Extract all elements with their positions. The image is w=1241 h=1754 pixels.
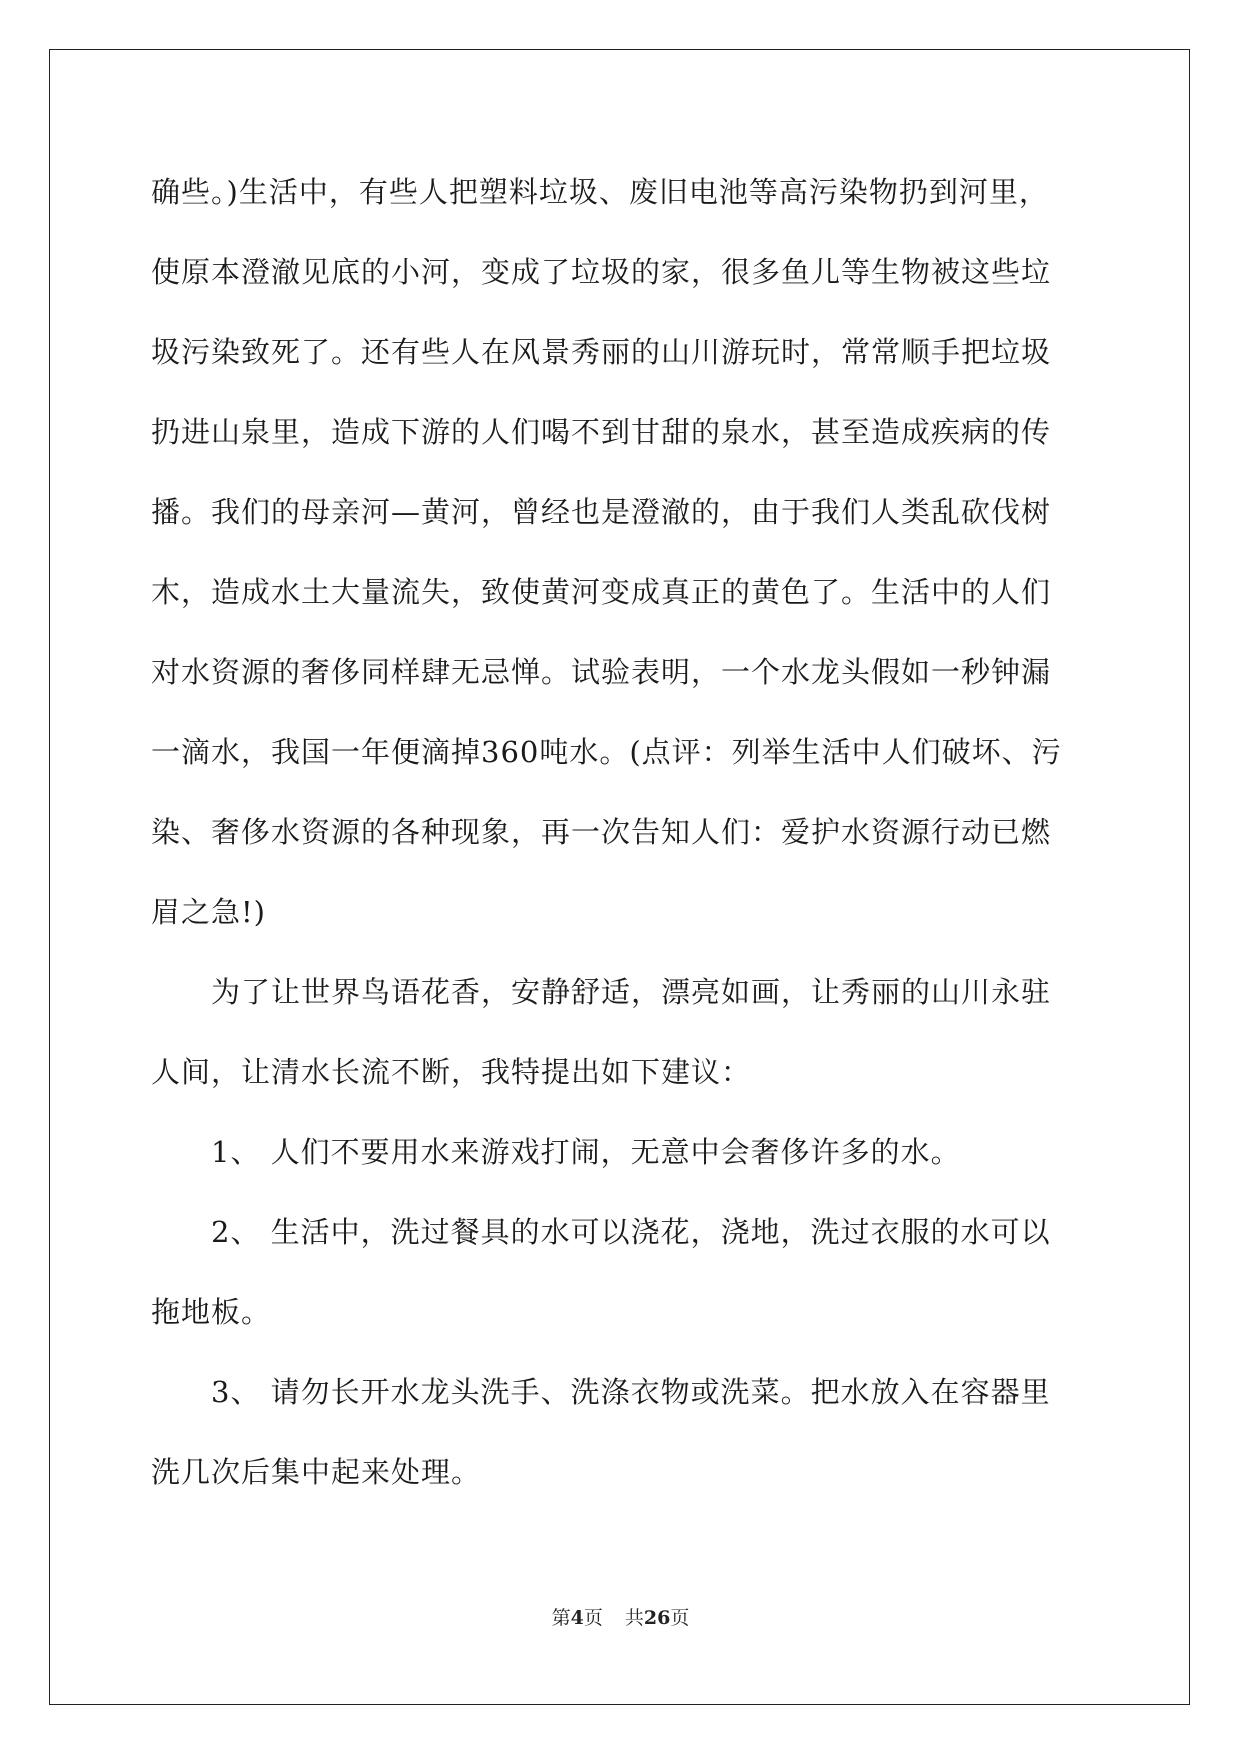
page-suffix: 页	[583, 1607, 603, 1629]
page-footer	[0, 1603, 1241, 1630]
total-pages: 26	[643, 1607, 671, 1629]
total-suffix: 页	[670, 1607, 690, 1629]
text-line: 扔进山泉里，造成下游的人们喝不到甘甜的泉水，甚至造成疾病的传	[151, 415, 1052, 449]
paragraph-line: 为了让世界鸟语花香，安静舒适，漂亮如画，让秀丽的山川永驻	[151, 975, 1052, 1009]
text-line: 一滴水，我国一年便滴掉360吨水。(点评：列举生活中人们破坏、污	[151, 735, 1062, 769]
text-line: 圾污染致死了。还有些人在风景秀丽的山川游玩时，常常顺手把垃圾	[151, 335, 1052, 369]
paragraph-line: 人间，让清水长流不断，我特提出如下建议：	[151, 1055, 752, 1089]
text-line: 木，造成水土大量流失，致使黄河变成真正的黄色了。生活中的人们	[151, 575, 1052, 609]
list-item-3-continued: 洗几次后集中起来处理。	[151, 1455, 482, 1489]
text-line: 播。我们的母亲河—黄河，曾经也是澄澈的，由于我们人类乱砍伐树	[151, 495, 1052, 529]
list-item-3: 3、 请勿长开水龙头洗手、洗涤衣物或洗菜。把水放入在容器里	[151, 1375, 1051, 1409]
page-number: 4	[570, 1607, 584, 1629]
text-line: 眉之急!)	[151, 895, 266, 929]
text-line: 染、奢侈水资源的各种现象，再一次告知人们：爱护水资源行动已燃	[151, 815, 1052, 849]
list-item-2-continued: 拖地板。	[151, 1295, 272, 1329]
text-line: 对水资源的奢侈同样肆无忌惮。试验表明，一个水龙头假如一秒钟漏	[151, 655, 1052, 689]
page-prefix: 第	[551, 1607, 571, 1629]
total-prefix: 共	[624, 1607, 644, 1629]
list-item-2: 2、 生活中，洗过餐具的水可以浇花，浇地，洗过衣服的水可以	[151, 1215, 1051, 1249]
document-body	[151, 152, 1091, 1512]
text-line: 使原本澄澈见底的小河，变成了垃圾的家，很多鱼儿等生物被这些垃	[151, 255, 1052, 289]
text-line: 确些。)生活中，有些人把塑料垃圾、废旧电池等高污染物扔到河里，	[151, 175, 1049, 209]
list-item-1: 1、 人们不要用水来游戏打闹，无意中会奢侈许多的水。	[151, 1135, 961, 1169]
